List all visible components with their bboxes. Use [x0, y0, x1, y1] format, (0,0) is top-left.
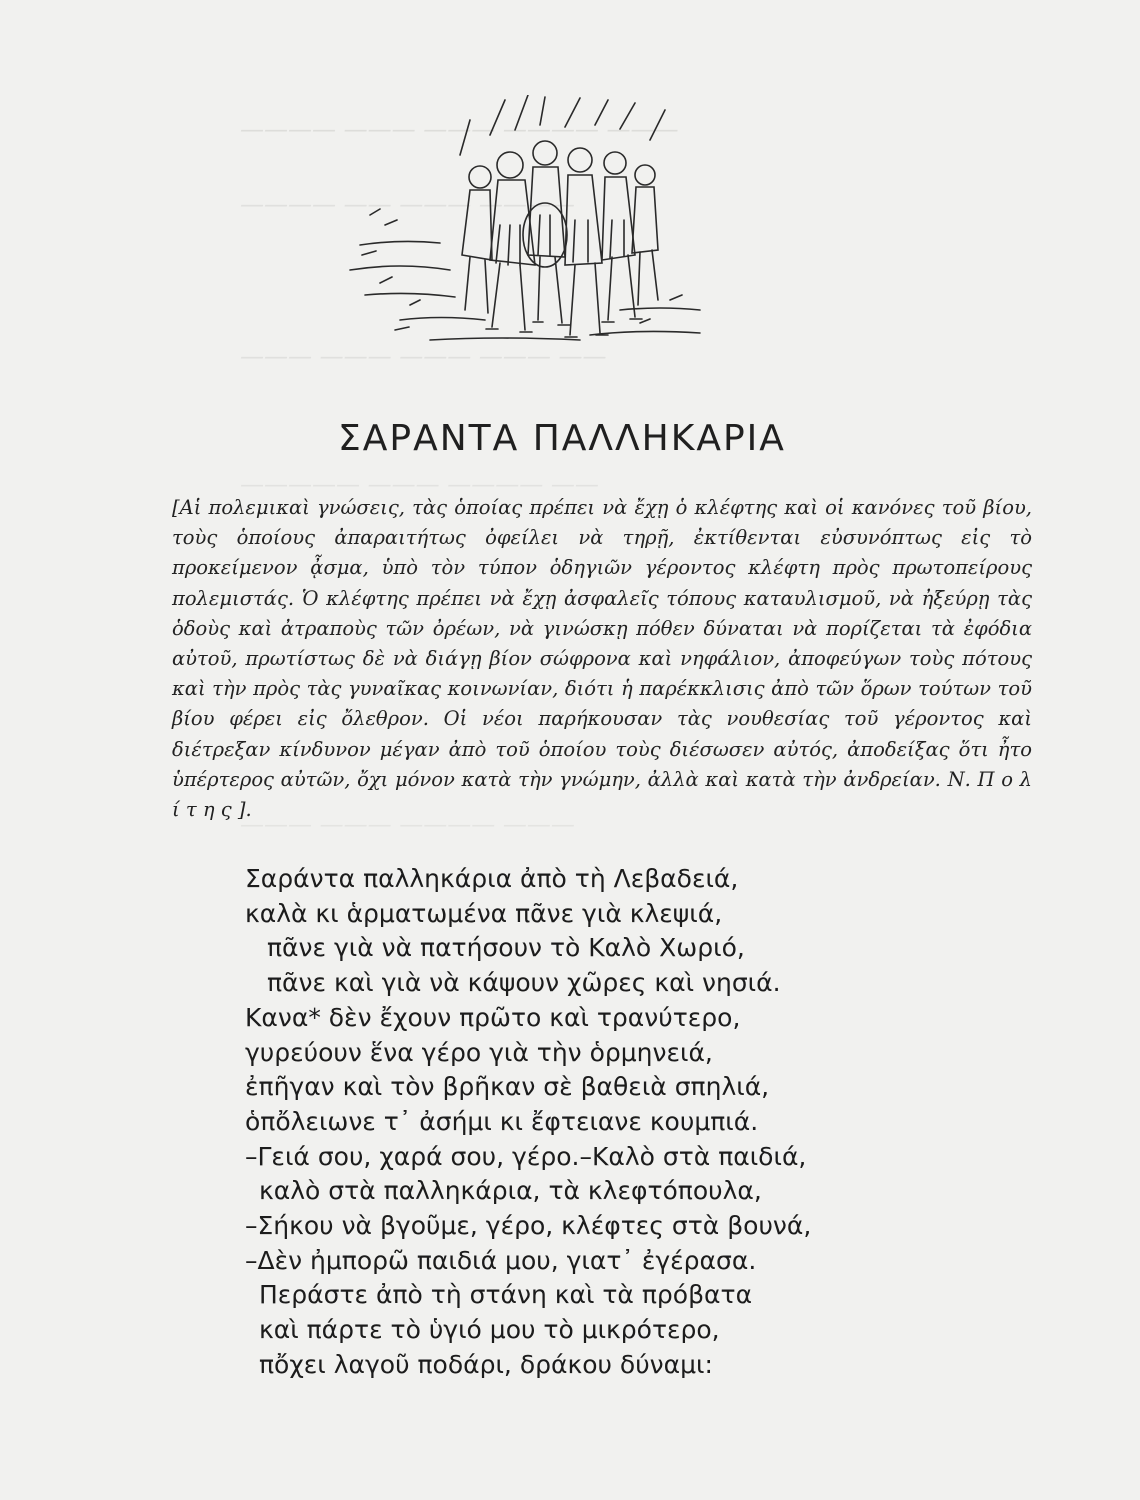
poem-verses: [245, 862, 945, 1383]
editorial-note: [Αἱ πολεμικαὶ γνώσεις, τὰς ὁποίας πρέπει νὰ ἔχῃ ὁ κλέφτης καὶ οἱ κανόνες τοῦ βίου, τοὺς ὁποίους ἀπαραιτήτως ὀφείλει νὰ τηρῇ, ἐκτίθενται εὐσυνόπτως εἰς τὸ προκείμενον ᾆσμα, ὑπὸ τὸν τύπον ὁδηγιῶν γέροντος κλέφτη πρὸς πρωτοπείρους πολεμιστάς. Ὁ κλέφτης πρέπει νὰ ἔχῃ ἀσφαλεῖς τόπους καταυλισμοῦ, νὰ ἠξεύρῃ τὰς ὁδοὺς καὶ ἀτραποὺς τῶν ὀρέων, νὰ γινώσκῃ πόθεν δύναται νὰ πορίζεται τὰ ἐφόδια αὐτοῦ, πρωτίστως δὲ νὰ διάγῃ βίον σώφρονα καὶ νηφάλιον, ἀποφεύγων τοὺς πότους καὶ τὴν πρὸς τὰς γυναῖκας κοινωνίαν, διότι ἡ παρέκκλισις ἀπὸ τῶν ὅρων τούτων τοῦ βίου φέρει εἰς ὄλεθρον. Οἱ νέοι παρήκουσαν τὰς νουθεσίας τοῦ γέροντος καὶ διέτρεξαν κίνδυνον μέγαν ἀπὸ τοῦ ὁποίου τοὺς διέσωσεν αὐτός, ἀποδείξας ὅτι ἦτο ὑπέρτερος αὐτῶν, ὄχι μόνον κατὰ τὴν γνώμην, ἀλλὰ καὶ κατὰ τὴν ἀνδρείαν. Ν. Π ο λ ί τ η ς ].: [172, 496, 1032, 822]
verse-line: πᾶνε καὶ γιὰ νὰ κάψουν χῶρες καὶ νησιά.: [267, 968, 781, 998]
verse-line: –Σήκου νὰ βγοῦμε, γέρο, κλέφτες στὰ βουνά,: [245, 1211, 812, 1241]
verse-line: Κανα* δὲν ἔχουν πρῶτο καὶ τρανύτερο,: [245, 1002, 741, 1032]
verse-line: Σαράντα παλληκάρια ἀπὸ τὴ Λεβαδειά,: [245, 864, 739, 893]
klephts-illustration: [340, 95, 730, 350]
verse-line: πᾶνε γιὰ νὰ πατήσουν τὸ Καλὸ Χωριό,: [267, 933, 745, 963]
verse-line: ὁπὄλειωνε τ᾽ ἀσήμι κι ἔφτειανε κουμπιά.: [245, 1106, 759, 1136]
verse-line: –Δὲν ἠμπορῶ παιδιά μου, γιατ᾽ ἐγέρασα.: [245, 1245, 757, 1275]
verse-line: καλὸ στὰ παλληκάρια, τὰ κλεφτόπουλα,: [259, 1176, 762, 1206]
verse-line: ἐπῆγαν καὶ τὸν βρῆκαν σὲ βαθειὰ σπηλιά,: [245, 1072, 770, 1102]
verse-line: πὄχει λαγοῦ ποδάρι, δράκου δύναμι:: [259, 1349, 713, 1379]
verse-line: Περάστε ἀπὸ τὴ στάνη καὶ τὰ πρόβατα: [259, 1280, 753, 1310]
verse-line: καὶ πάρτε τὸ ὑγιό μου τὸ μικρότερο,: [259, 1315, 720, 1345]
verse-line: καλὰ κι ἁρματωμένα πᾶνε γιὰ κλεψιά,: [245, 898, 723, 928]
show-through-background: ———— ——— ——— ———— ——— ———— —— ——— ———— ——— ——— ——— ——— —— ————— ——— ———— —— ——— ——— ———— ———: [240, 115, 679, 838]
verse-line: –Γειά σου, χαρά σου, γέρο.–Καλὸ στὰ παιδιά,: [245, 1141, 807, 1171]
verse-line: γυρεύουν ἕνα γέρο γιὰ τὴν ὁρμηνειά,: [245, 1037, 713, 1067]
poem-title: ΣΑΡΑΝΤΑ ΠΑΛΛΗΚΑΡΙΑ: [338, 418, 786, 459]
